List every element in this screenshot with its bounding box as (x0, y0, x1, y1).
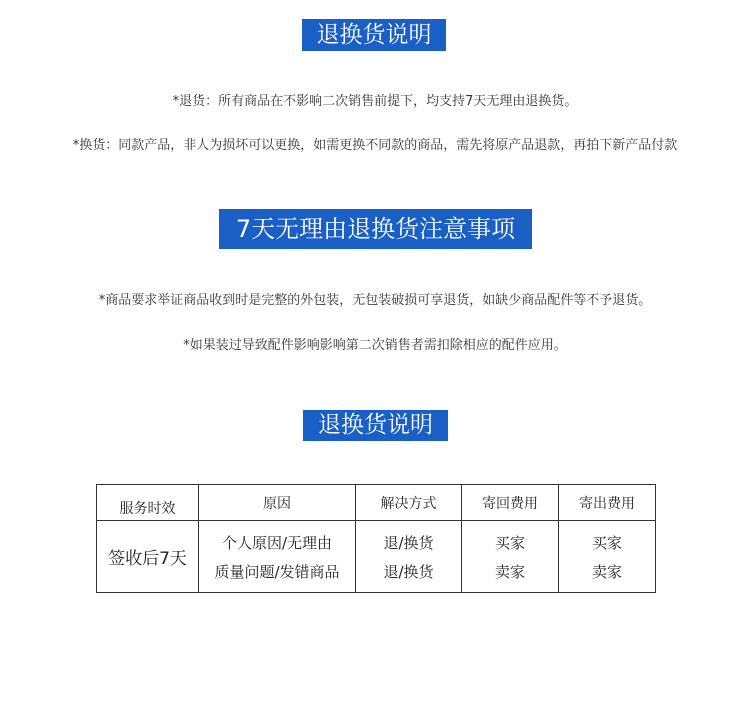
header-send-fee: 寄出费用 (559, 485, 656, 521)
banner-notice: 7天无理由退换货注意事项 (219, 209, 532, 249)
exchange-note: *换货：同款产品，非人为损坏可以更换，如需更换不同款的商品，需先将原产品退款，再拍下新产品付款 (72, 138, 678, 153)
send-fee-1: 买家 (591, 533, 622, 552)
return-fee-cell (462, 521, 559, 593)
solution-cell (356, 521, 462, 593)
return-note: *退货：所有商品在不影响二次销售前提下，均支持7天无理由退换货。 (172, 94, 578, 109)
solution-2: 退/换货 (383, 562, 434, 581)
header-return-fee: 寄回费用 (462, 485, 559, 521)
service-table (96, 484, 656, 593)
banner-return-policy: 退换货说明 (302, 19, 446, 51)
reason-personal: 个人原因/无理由 (221, 533, 333, 552)
solution-1: 退/换货 (383, 533, 434, 552)
return-fee-1: 买家 (494, 533, 525, 552)
banner-return-policy-2: 退换货说明 (303, 410, 448, 441)
send-fee-2: 卖家 (591, 562, 622, 581)
header-solution: 解决方式 (356, 485, 462, 521)
notice-line-1: *商品要求举证商品收到时是完整的外包装，无包装破损可享退货，如缺少商品配件等不予退货。 (98, 293, 652, 308)
reason-cell (199, 521, 356, 593)
header-reason: 原因 (199, 485, 356, 521)
header-period: 服务时效 (97, 485, 199, 521)
notice-line-2: *如果装过导致配件影响影响第二次销售者需扣除相应的配件应用。 (183, 338, 567, 353)
reason-quality: 质量问题/发错商品 (214, 562, 340, 581)
period-cell: 签收后7天 (97, 521, 199, 593)
send-fee-cell (559, 521, 656, 593)
table-row (97, 521, 656, 593)
table-header-row (97, 485, 656, 521)
return-fee-2: 卖家 (494, 562, 525, 581)
